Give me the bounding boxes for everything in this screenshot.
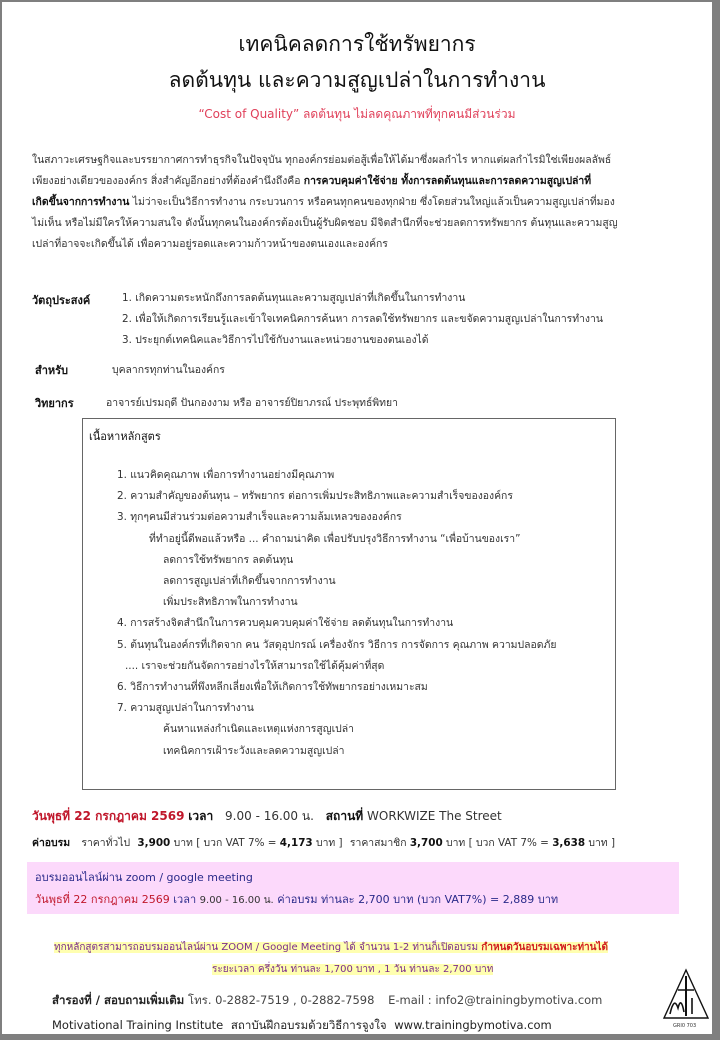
title-line-1: เทคนิคลดการใช้ทรัพยากร — [238, 32, 476, 56]
intro-paragraph — [32, 150, 702, 255]
objectives-list — [122, 288, 603, 351]
general-price: 3,900 — [137, 837, 171, 849]
notice-text: ทุกหลักสูตรสามารถอบรมออนไลน์ผ่าน ZOOM / Google Meeting ได้ จำนวน 1-2 ท่านก็เปิดอบรม — [54, 942, 482, 953]
currency-unit: บาท — [173, 837, 193, 849]
course-content-box — [82, 418, 616, 790]
online-schedule — [35, 890, 558, 908]
audience-value: บุคลากรทุกท่านในองค์กร — [112, 364, 225, 376]
venue-label: สถานที่ — [325, 809, 364, 823]
mti-logo-icon — [662, 968, 710, 1020]
content-item: 4. การสร้างจิตสำนึกในการควบคุมควบคุมค่าใช้จ่าย ลดต้นทุนในการทำงาน — [117, 617, 454, 630]
title-line-2: ลดต้นทุน และความสูญเปล่าในการทำงาน — [168, 68, 546, 92]
speaker-value: อาจารย์เปรมฤดี ปันกองงาม หรือ อาจารย์ปิยาภรณ์ ประพุทธ์พิทยา — [106, 397, 398, 409]
intro-line — [32, 192, 702, 213]
org-name-th: สถาบันฝึกอบรมด้วยวิธีการจูงใจ — [230, 1018, 387, 1032]
fees-line — [32, 834, 615, 851]
content-item: 1. แนวคิดคุณภาพ เพื่อการทำงานอย่างมีคุณภาพ — [117, 469, 335, 481]
venue-value: WORKWIZE The Street — [367, 809, 502, 823]
intro-line: เปล่าที่อาจจะเกิดขึ้นได้ เพื่อความอยู่รอดและความก้าวหน้าของตนเองและองค์กร — [32, 238, 388, 250]
notice-line-1 — [54, 940, 608, 955]
general-price-label: ราคาทั่วไป — [81, 837, 131, 849]
content-item: 7. ความสูญเปล่าในการทำงาน — [117, 702, 254, 715]
vat-close: บาท ] — [588, 837, 616, 849]
schedule-time: 9.00 - 16.00 น. — [225, 809, 314, 823]
course-content-title: เนื้อหาหลักสูตร — [89, 430, 161, 443]
vat-close: บาท ] — [315, 837, 343, 849]
general-vat-price: 4,173 — [279, 837, 313, 849]
email-link[interactable]: E-mail : info2@trainingbymotiva.com — [388, 993, 603, 1007]
objectives-label: วัตถุประสงค์ — [32, 294, 91, 307]
content-item: 5. ต้นทุนในองค์กรที่เกิดจาก คน วัสดุอุปกรณ์ เครื่องจักร วิธีการ การจัดการ คุณภาพ ความปลอดภัย — [117, 638, 557, 651]
online-title: อบรมออนไลน์ผ่าน zoom / google meeting — [35, 871, 253, 884]
member-vat-price: 3,638 — [552, 837, 586, 849]
online-time-label: เวลา — [173, 893, 197, 906]
content-subitem: ลดการใช้ทรัพยากร ลดต้นทุน — [163, 553, 294, 566]
document-code: GRI0 703 — [673, 1023, 697, 1029]
audience-label: สำหรับ — [35, 364, 69, 377]
objective-item: 3. ประยุกต์เทคนิคและวิธีการไปใช้กับงานและหน่วยงานของตนเองได้ — [122, 334, 429, 346]
content-item: 3. ทุกๆคนมีส่วนร่วมต่อความสำเร็จและความล้มเหลวขององค์กร — [117, 511, 402, 524]
notice-line-2 — [212, 962, 493, 977]
intro-line: ในสภาวะเศรษฐกิจและบรรยากาศการทำธุรกิจในปัจจุบัน ทุกองค์กรย่อมต่อสู้เพื่อให้ได้มาซึ่งผลกำไร หากแต่ผลกำไรมิใช่เพียงผลลัพธ์ — [32, 154, 612, 166]
online-fee: ค่าอบรม ท่านละ 2,700 บาท (บวก VAT7%) = 2,889 บาท — [277, 893, 559, 906]
contact-label: สำรองที่ / สอบถามเพิ่มเติม — [52, 993, 185, 1007]
online-training-box — [27, 862, 679, 914]
speaker-label: วิทยากร — [35, 397, 74, 410]
notice-highlight: กำหนดวันอบรมเฉพาะท่านได้ — [481, 942, 609, 953]
member-price-label: ราคาสมาชิก — [349, 837, 407, 849]
currency-unit: บาท — [446, 837, 466, 849]
online-date: วันพุธที่ 22 กรกฎาคม 2569 — [35, 893, 170, 906]
objective-item: 1. เกิดความตระหนักถึงการลดต้นทุนและความสูญเปล่าที่เกิดขึ้นในการทำงาน — [122, 292, 466, 304]
fees-label: ค่าอบรม — [32, 837, 71, 849]
notice-pricing: ระยะเวลา ครึ่งวัน ท่านละ 1,700 บาท , 1 วัน ท่านละ 2,700 บาท — [212, 964, 494, 975]
content-subitem: .... เราจะช่วยกันจัดการอย่างไรให้สามารถใช้ได้คุ้มค่าที่สุด — [125, 659, 385, 672]
vat-text: [ บวก VAT 7% = — [468, 837, 549, 849]
schedule-line — [32, 807, 502, 826]
intro-text: เพียงอย่างเดียวขององค์กร สิ่งสำคัญอีกอย่างที่ต้องคำนึงถึงคือ — [32, 175, 304, 187]
vat-text: [ บวก VAT 7% = — [196, 837, 277, 849]
org-name-en: Motivational Training Institute — [52, 1018, 224, 1032]
subtitle: “Cost of Quality” ลดต้นทุน ไม่ลดคุณภาพที่ทุกคนมีส่วนร่วม — [198, 107, 516, 121]
intro-bold: การควบคุมค่าใช้จ่าย ทั้งการลดต้นทุนและการลดความสูญเปล่าที่ — [303, 175, 592, 187]
content-subitem: ลดการสูญเปล่าที่เกิดขึ้นจากการทำงาน — [163, 575, 336, 588]
organization-line — [52, 1017, 552, 1035]
content-subitem: เพิ่มประสิทธิภาพในการทำงาน — [163, 596, 298, 609]
content-item: 6. วิธีการทำงานที่พึงหลีกเลี่ยงเพื่อให้เกิดการใช้ทัพยากรอย่างเหมาะสม — [117, 681, 428, 694]
content-subitem: ค้นหาแหล่งกำเนิดและเหตุแห่งการสูญเปล่า — [163, 723, 354, 736]
intro-text: ไม่ว่าจะเป็นวิธีการทำงาน กระบวนการ หรือคนทุกคนของทุกฝ่าย ซึ่งโดยส่วนใหญ่แล้วเป็นความสูญเปล่าที่มอง — [129, 196, 615, 208]
member-price: 3,700 — [409, 837, 443, 849]
contact-line — [52, 992, 602, 1010]
objective-item: 2. เพื่อให้เกิดการเรียนรู้และเข้าใจเทคนิคการค้นหา การลดใช้ทรัพยากร และขจัดความสูญเปล่าในการทำงาน — [122, 313, 603, 325]
content-item: 2. ความสำคัญของต้นทุน – ทรัพยากร ต่อการเพิ่มประสิทธิภาพและความสำเร็จขององค์กร — [117, 490, 513, 503]
course-content-list — [117, 465, 556, 762]
intro-line — [32, 171, 702, 192]
website-link[interactable]: www.trainingbymotiva.com — [394, 1018, 552, 1032]
time-label: เวลา — [188, 809, 214, 823]
phone-numbers: โทร. 0-2882-7519 , 0-2882-7598 — [187, 993, 375, 1007]
online-time: 9.00 - 16.00 น. — [199, 895, 274, 906]
intro-line: ไม่เห็น หรือไม่มีใครให้ความสนใจ ดังนั้นทุกคนในองค์กรต้องเป็นผู้รับผิดชอบ มีจิตสำนึกที่จะช่วยลดการทรัพยากร ต้นทุนและความสูญ — [32, 217, 618, 229]
schedule-date: วันพุธที่ 22 กรกฎาคม 2569 — [32, 809, 185, 823]
brochure-page — [2, 2, 712, 1034]
content-subitem: ที่ทำอยู่นี้ดีพอแล้วหรือ ... คำถามน่าคิด เพื่อปรับปรุงวิธีการทำงาน “เพื่อบ้านของเรา” — [149, 532, 521, 545]
intro-bold: เกิดขึ้นจากการทำงาน — [32, 196, 130, 208]
content-subitem: เทคนิคการเฝ้าระวังและลดความสูญเปล่า — [163, 744, 345, 757]
